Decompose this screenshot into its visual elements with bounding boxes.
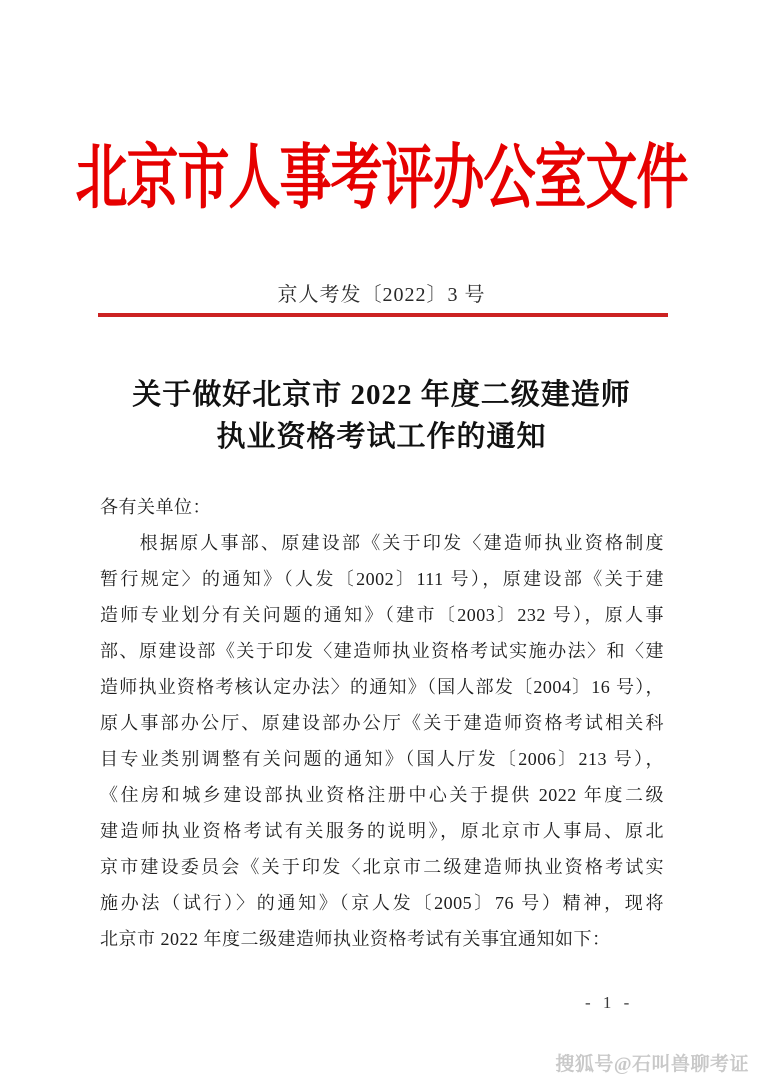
document-number: 京人考发〔2022〕3 号 — [277, 284, 486, 306]
body-line: 京市建设委员会《关于印发〈北京市二级建造师执业资格考试实 — [100, 857, 664, 877]
salutation-line: 各有关单位： — [100, 497, 211, 517]
body-line: 施办法（试行）〉的通知》（京人发〔2005〕76 号）精神，现将 — [100, 893, 664, 913]
body-line: 造师专业划分有关问题的通知》（建市〔2003〕232 号），原人事 — [100, 605, 664, 625]
body-line: 暂行规定〉的通知》（人发〔2002〕111 号），原建设部《关于建 — [100, 569, 664, 589]
page-number: - 1 - — [585, 993, 634, 1012]
agency-header-title: 北京市人事考评办公室文件 — [75, 140, 688, 218]
body-line: 造师执业资格考核认定办法〉的通知》（国人部发〔2004〕16 号）， — [100, 677, 664, 697]
body-line: 《住房和城乡建设部执业资格注册中心关于提供 2022 年度二级 — [100, 785, 664, 805]
body-line: 部、原建设部《关于印发〈建造师执业资格考试实施办法〉和〈建 — [100, 641, 664, 661]
watermark-sohu: 搜狐号@石叫兽聊考证 — [555, 1054, 749, 1075]
body-line: 目专业类别调整有关问题的通知》（国人厅发〔2006〕213 号）， — [100, 749, 664, 769]
document-title-line-1: 关于做好北京市 2022 年度二级建造师 — [132, 379, 631, 411]
body-line: 根据原人事部、原建设部《关于印发〈建造师执业资格制度 — [139, 533, 664, 553]
document-title-line-2: 执业资格考试工作的通知 — [216, 421, 547, 453]
body-line: 北京市 2022 年度二级建造师执业资格考试有关事宜通知如下： — [100, 929, 611, 949]
document-body — [100, 489, 664, 957]
document-title — [0, 374, 763, 458]
body-line: 原人事部办公厅、原建设部办公厅《关于建造师资格考试相关科 — [100, 713, 664, 733]
red-divider-rule — [98, 313, 668, 317]
body-line: 建造师执业资格考试有关服务的说明》，原北京市人事局、原北 — [100, 821, 664, 841]
